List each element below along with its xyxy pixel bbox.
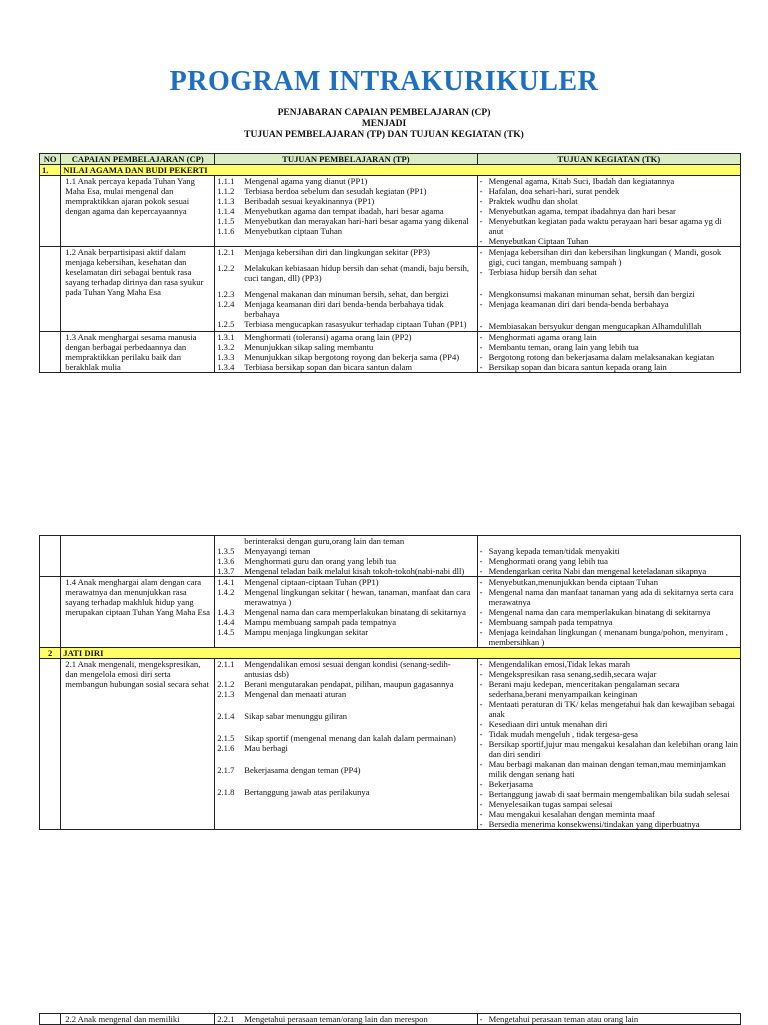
tk-text: Tidak mudah mengeluh , tidak tergesa-gesa: [488, 729, 638, 739]
tp-text: Menjaga keamanan diri dari benda-benda berbahaya tidak berbahaya: [244, 299, 444, 319]
tk-text: Mengenal nama dan manfaat tanaman yang ada di sekitarnya serta cara merawatnya: [488, 587, 734, 607]
cp-cell: [61, 536, 215, 577]
tk-text: Bersedia menerima konsekwensi/tindakan yang diperbuatnya: [488, 819, 700, 829]
tp-item: [217, 352, 474, 362]
no-cell: [40, 332, 61, 373]
tk-text: Sayang kepada teman/tidak menyakiti: [488, 546, 620, 556]
cp-cell: 2.2 Anak mengenal dan memiliki: [61, 1014, 215, 1025]
tp-cell: [215, 247, 477, 332]
tk-text: Praktek wudhu dan sholat: [488, 196, 578, 206]
tp-item: [217, 659, 474, 679]
tp-item: [217, 247, 474, 257]
tp-number: 2.1.5: [217, 733, 235, 743]
tp-text: Mau berbagi: [244, 743, 288, 753]
tk-item: - Mengenal nama dan cara memperlakukan binatang di sekitarnya: [480, 607, 738, 617]
tp-item: [217, 319, 474, 329]
no-cell: [40, 176, 61, 247]
tp-number: 1.1.6: [217, 226, 235, 236]
tp-number: 1.3.7: [217, 566, 235, 576]
tp-text: Mengendalikan emosi sesuai dengan kondisi (senang-sedih-antusias dsb): [244, 659, 451, 679]
tp-item: [217, 743, 474, 753]
tk-cell: [477, 176, 740, 247]
tp-number: 2.1.4: [217, 711, 235, 721]
tk-item: - Membiasakan bersyukur dengan mengucapkan Alhamdulillah: [480, 321, 738, 331]
tp-number: 2.1.6: [217, 743, 235, 753]
section-label: NILAI AGAMA DAN BUDI PEKERTI: [61, 165, 741, 176]
tk-text: Menghormati orang yang lebih tua: [488, 556, 608, 566]
tp-item: [217, 607, 474, 617]
header-no: NO: [40, 154, 61, 165]
tk-item: - Menyebutkan Ciptaan Tuhan: [480, 236, 738, 246]
tp-text: Sikap sabar menunggu giliran: [244, 711, 348, 721]
tp-item: [217, 733, 474, 743]
tk-item: - Mau mengakui kesalahan dengan meminta maaf: [480, 809, 738, 819]
subtitle-line: MENJADI: [361, 119, 407, 129]
tk-item: - Menyebutkan agama, tempat ibadahnya dan hari besar: [480, 206, 738, 216]
no-cell: [40, 577, 61, 648]
tp-item: [217, 627, 474, 637]
tp-item: [217, 577, 474, 587]
tp-number: 2.2.1: [217, 1014, 235, 1024]
tk-item: - Mentaati peraturan di TK/ kelas mengetahui hak dan kewajiban sebagai anak: [480, 699, 738, 719]
tp-number: 1.4.2: [217, 587, 235, 597]
no-cell: [40, 1014, 61, 1025]
tp-item: [217, 787, 474, 797]
tk-text: Membiasakan bersyukur dengan mengucapkan Alhamdulillah: [488, 321, 702, 331]
tp-item: [217, 546, 474, 556]
tp-continuation: berinteraksi dengan guru,orang lain dan teman: [244, 536, 405, 546]
header-tk: TUJUAN KEGIATAN (TK): [477, 154, 740, 165]
tk-text: Mau berbagi makanan dan mainan dengan teman,mau meminjamkan milik dengan senang hati: [488, 759, 726, 779]
tk-item: - Bersikap sopan dan bicara santun kepada orang lain: [480, 362, 738, 372]
tk-item: - Menjaga keamanan diri dari benda-benda berbahaya: [480, 299, 738, 309]
tk-text: Mengekspresikan rasa senang,sedih,secara wajar: [488, 669, 657, 679]
tk-item: - Menjaga kebersihan diri dan kebersihan lingkungan ( Mandi, gosok gigi, cuci tangan, membuang sampah ): [480, 247, 738, 267]
tp-text: Mengenal ciptaan-ciptaan Tuhan (PP1): [244, 577, 379, 587]
tp-item: [217, 1014, 474, 1024]
no-cell: [40, 536, 61, 577]
tk-item: - Bertanggung jawab di saat bermain mengembalikan bila sudah selesai: [480, 789, 738, 799]
tp-item: [217, 206, 474, 216]
tp-text: Sikap sportif (mengenal menang dan kalah dalam permainan): [244, 733, 456, 743]
tp-number: 2.1.1: [217, 659, 235, 669]
header-cp: CAPAIAN PEMBELAJARAN (CP): [61, 154, 215, 165]
tp-item: [217, 299, 474, 319]
tp-number: 1.3.6: [217, 556, 235, 566]
tp-number: 1.3.2: [217, 342, 235, 352]
tk-item: - Mengenal agama, Kitab Suci, Ibadah dan kegiatannya: [480, 176, 738, 186]
tk-item: - Sayang kepada teman/tidak menyakiti: [480, 546, 738, 556]
section-no: 1.: [40, 165, 61, 176]
tk-text: Menjaga keamanan diri dari benda-benda berbahaya: [488, 299, 669, 309]
tp-number: 2.1.2: [217, 679, 235, 689]
tp-number: 1.2.3: [217, 289, 235, 299]
tp-number: 1.1.4: [217, 206, 235, 216]
tp-number: 1.3.1: [217, 332, 235, 342]
tp-text: Terbiasa mengucapkan rasasyukur terhadap ciptaan Tuhan (PP1): [244, 319, 467, 329]
tk-cell: [477, 536, 740, 577]
tk-item: - Tidak mudah mengeluh , tidak tergesa-gesa: [480, 729, 738, 739]
tp-number: 1.1.3: [217, 196, 235, 206]
tk-text: Bersikap sportif,jujur mau mengakui kesalahan dan kelebihan orang lain dan diri sendiri: [488, 739, 738, 759]
tp-text: Beribadah sesuai keyakinannya (PP1): [244, 196, 375, 206]
cp-cell: 1.3 Anak menghargai sesama manusia dengan berbagai perbedaannya dan mempraktikkan perilaku baik dan berakhlak mulia: [61, 332, 215, 373]
tp-number: 1.1.1: [217, 176, 235, 186]
no-cell: [40, 247, 61, 332]
tk-item: - Bersikap sportif,jujur mau mengakui kesalahan dan kelebihan orang lain dan diri sendiri: [479, 739, 738, 759]
tk-text: Berani maju kedepan, menceritakan pengalaman secara sederhana,berani menyampaikan keinginan: [488, 679, 680, 699]
tp-text: Mengenal agama yang dianut (PP1): [244, 176, 368, 186]
tk-item: - Menghormati agama orang lain: [480, 332, 738, 342]
tp-text: Menjaga kebersihan diri dan lingkungan sekitar (PP3): [244, 247, 430, 257]
tk-item: - Menjaga keindahan lingkungan ( menanam bunga/pohon, menyiram , membersihkan ): [480, 627, 738, 647]
tk-text: Menjaga keindahan lingkungan ( menanam bunga/pohon, menyiram , membersihkan ): [488, 627, 728, 647]
tp-text: Menunjukkan sikap saling membantu: [244, 342, 374, 352]
tk-item: - Kesediaan diri untuk menahan diri: [480, 719, 738, 729]
tp-text: Mampu menjaga lingkungan sekitar: [244, 627, 369, 637]
tp-item: [217, 216, 474, 226]
tp-text: Menunjukkan sikap bergotong royong dan bekerja sama (PP4): [244, 352, 460, 362]
tp-number: 1.3.4: [217, 362, 235, 372]
tp-cell: [215, 176, 477, 247]
table-row: [40, 247, 741, 332]
tk-item: - Membuang sampah pada tempatnya: [480, 617, 738, 627]
tp-cell: [215, 577, 477, 648]
tk-text: Mentaati peraturan di TK/ kelas mengetahui hak dan kewajiban sebagai anak: [488, 699, 735, 719]
tp-number: 2.1.3: [217, 689, 235, 699]
tk-text: Mendengarkan cerita Nabi dan mengenal keteladanan sikapnya: [488, 566, 707, 576]
cp-cell: 1.1 Anak percaya kepada Tuhan Yang Maha Esa, mulai mengenal dan mempraktikkan ajaran pokok sesuai dengan agama dan kepercayaannya: [61, 176, 215, 247]
tp-text: Mampu membuang sampah pada tempatnya: [244, 617, 397, 627]
tp-item: [217, 196, 474, 206]
tk-item: - Mendengarkan cerita Nabi dan mengenal keteladanan sikapnya: [480, 566, 738, 576]
tk-text: Menyebutkan,menunjukkan benda ciptaan Tuhan: [488, 577, 659, 587]
cp-cell: 1.2 Anak berpartisipasi aktif dalam menjaga kebersihan, kesehatan dan keselamatan diri sebagai bentuk rasa sayang terhadap dirinya dan rasa syukur pada Tuhan Yang Maha Esa: [61, 247, 215, 332]
tp-number: 1.4.3: [217, 607, 235, 617]
tk-cell: [477, 577, 740, 648]
tk-item: - Membantu teman, orang lain yang lebih tua: [480, 342, 738, 352]
tp-number: 1.2.1: [217, 247, 235, 257]
tp-text: Menghormati (toleransi) agama orang lain (PP2): [244, 332, 412, 342]
tp-number: 1.1.2: [217, 186, 235, 196]
tp-number: 1.3.5: [217, 546, 235, 556]
tk-text: Mengenal agama, Kitab Suci, Ibadah dan kegiatannya: [488, 176, 675, 186]
tk-text: Menyebutkan agama, tempat ibadahnya dan hari besar: [488, 206, 676, 216]
tp-item: [217, 679, 474, 689]
tk-text: Menyelesaikan tugas sampai selesai: [488, 799, 613, 809]
tk-text: Mengkonsumsi makanan minuman sehat, bersih dan bergizi: [488, 289, 695, 299]
tk-item: - Menyebutkan kegiatan pada waktu perayaan hari besar agama yg di anut: [480, 216, 738, 236]
tk-item: - Berani maju kedepan, menceritakan pengalaman secara sederhana,berani menyampaikan keinginan: [480, 679, 738, 699]
curriculum-table-page2: [39, 535, 741, 830]
tp-item: [217, 617, 474, 627]
tp-item: [217, 566, 474, 576]
tp-number: 1.3.3: [217, 352, 235, 362]
tp-item: [217, 226, 474, 236]
tk-text: Menghormati agama orang lain: [488, 332, 597, 342]
curriculum-table-page1: [39, 153, 741, 373]
tp-text: Menyebutkan agama dan tempat ibadah, hari besar agama: [244, 206, 444, 216]
tk-text: Membantu teman, orang lain yang lebih tua: [488, 342, 639, 352]
subtitle-line: TUJUAN PEMBELAJARAN (TP) DAN TUJUAN KEGIATAN (TK): [244, 130, 524, 140]
tp-text: Mengenal teladan baik melalui kisah tokoh-tokoh(nabi-nabi dll): [244, 566, 465, 576]
tk-item: - Praktek wudhu dan sholat: [480, 196, 738, 206]
tp-number: 1.1.5: [217, 216, 235, 226]
tk-text: Menyebutkan kegiatan pada waktu perayaan hari besar agama yg di anut: [488, 216, 722, 236]
tp-item: [217, 689, 474, 699]
section-row-nilai-agama: [40, 165, 741, 176]
tp-text: Mengenal dan menaati aturan: [244, 689, 347, 699]
tk-item: - Bersedia menerima konsekwensi/tindakan yang diperbuatnya: [480, 819, 738, 829]
tp-cell: [215, 536, 477, 577]
tk-text: Mengendalikan emosi,Tidak lekas marah: [488, 659, 631, 669]
tp-text: Menyebutkan ciptaan Tuhan: [244, 226, 343, 236]
tp-item: [217, 332, 474, 342]
tk-text: Bekerjasama: [488, 779, 533, 789]
curriculum-table-page3: [39, 1013, 741, 1025]
tp-text: Terbiasa berdoa sebelum dan sesudah kegiatan (PP1): [244, 186, 427, 196]
tk-text: Bertanggung jawab di saat bermain mengembalikan bila sudah selesai: [488, 789, 730, 799]
tk-item: - Mengendalikan emosi,Tidak lekas marah: [480, 659, 738, 669]
tk-item: - Bergotong rotong dan bekerjasama dalam melaksanakan kegiatan: [480, 352, 738, 362]
tk-text: Kesediaan diri untuk menahan diri: [488, 719, 608, 729]
table-row: [40, 659, 741, 830]
tk-item: - Mengenal nama dan manfaat tanaman yang ada di sekitarnya serta cara merawatnya: [480, 587, 738, 607]
tk-item: - Terbiasa hidup bersih dan sehat: [480, 267, 738, 277]
tk-item: - Hafalan, doa sehari-hari, surat pendek: [480, 186, 738, 196]
tp-number: 1.4.4: [217, 617, 235, 627]
tk-item: - Bekerjasama: [480, 779, 738, 789]
tp-item: [217, 186, 474, 196]
table-row: [40, 536, 741, 577]
document-title: PROGRAM INTRAKURIKULER: [169, 66, 599, 97]
tp-cell: [215, 332, 477, 373]
tk-item: - Menyelesaikan tugas sampai selesai: [480, 799, 738, 809]
tk-text: Membuang sampah pada tempatnya: [488, 617, 613, 627]
tp-item: [217, 556, 474, 566]
tp-text: Menyayangi teman: [244, 546, 311, 556]
tp-text: Bertanggung jawab atas perilakunya: [244, 787, 370, 797]
table-row: [40, 577, 741, 648]
cp-cell: 1.4 Anak menghargai alam dengan cara merawatnya dan menunjukkan rasa sayang terhadap makhluk hidup yang merupakan ciptaan Tuhan Yang Maha Esa: [61, 577, 215, 648]
tk-text: Menyebutkan Ciptaan Tuhan: [488, 236, 589, 246]
tk-cell: [477, 659, 740, 830]
tk-text: Terbiasa hidup bersih dan sehat: [488, 267, 597, 277]
tk-item: - Menyebutkan,menunjukkan benda ciptaan Tuhan: [480, 577, 738, 587]
section-label: JATI DIRI: [61, 648, 741, 659]
tp-text: Menghormati guru dan orang yang lebih tua: [244, 556, 397, 566]
table-row: [40, 176, 741, 247]
tp-cell: [215, 659, 477, 830]
tp-text: Mengenal nama dan cara memperlakukan binatang di sekitarnya: [244, 607, 466, 617]
tp-text: Mengenal makanan dan minuman bersih, sehat, dan bergizi: [244, 289, 449, 299]
tk-cell: [477, 332, 740, 373]
table-row: [40, 1014, 741, 1025]
table-header-row: [40, 154, 741, 165]
tp-item: [217, 342, 474, 352]
tp-number: 1.2.2: [217, 263, 235, 273]
tk-text: Bergotong rotong dan bekerjasama dalam melaksanakan kegiatan: [488, 352, 715, 362]
tp-text: Menyebutkan dan merayakan hari-hari besar agama yang dikenal: [244, 216, 469, 226]
tk-item: - Mau berbagi makanan dan mainan dengan teman,mau meminjamkan milik dengan senang hati: [480, 759, 738, 779]
tp-text: Berani mengutarakan pendapat, pilihan, maupun gagasannya: [244, 679, 454, 689]
tp-number: 1.2.5: [217, 319, 235, 329]
tk-text: Hafalan, doa sehari-hari, surat pendek: [488, 186, 620, 196]
tk-text: Bersikap sopan dan bicara santun kepada orang lain: [488, 362, 667, 372]
tp-number: 2.1.7: [217, 765, 235, 775]
tp-item: [217, 362, 474, 372]
tp-cell: [215, 1014, 477, 1025]
tp-text: Terbiasa bersikap sopan dan bicara santun dalam: [244, 362, 413, 372]
tp-text: Bekerjasama dengan teman (PP4): [244, 765, 361, 775]
table-row: [40, 332, 741, 373]
section-row-jati-diri: [40, 648, 741, 659]
tk-text: Mengetahui perasaan teman atau orang lain: [488, 1014, 639, 1024]
tp-number: 2.1.8: [217, 787, 235, 797]
header-tp: TUJUAN PEMBELAJARAN (TP): [215, 154, 477, 165]
tp-number: 1.2.4: [217, 299, 235, 309]
tk-item: - Mengkonsumsi makanan minuman sehat, bersih dan bergizi: [480, 289, 738, 299]
tp-item: [217, 587, 474, 607]
tp-text: Mengenal lingkungan sekitar ( hewan, tanaman, manfaat dan cara merawatnya ): [244, 587, 471, 607]
cp-cell: 2.1 Anak mengenali, mengekspresikan, dan mengelola emosi diri serta membangun hubungan sosial secara sehat: [61, 659, 215, 830]
document-subtitle: [0, 108, 768, 141]
section-no: 2: [40, 648, 61, 659]
tk-text: Mau mengakui kesalahan dengan meminta maaf: [488, 809, 655, 819]
tk-text: Menjaga kebersihan diri dan kebersihan lingkungan ( Mandi, gosok gigi, cuci tangan, membuang sampah ): [488, 247, 722, 267]
tp-item: [217, 289, 474, 299]
tk-text: Mengenal nama dan cara memperlakukan binatang di sekitarnya: [488, 607, 711, 617]
tk-item: - Mengekspresikan rasa senang,sedih,secara wajar: [480, 669, 738, 679]
tp-item: [217, 176, 474, 186]
tp-text: Melakukan kebiasaan hidup bersih dan sehat (mandi, baju bersih, cuci tangan, dll) (PP3): [244, 263, 470, 283]
subtitle-line: PENJABARAN CAPAIAN PEMBELAJARAN (CP): [277, 108, 491, 118]
no-cell: [40, 659, 61, 830]
tk-cell: [477, 247, 740, 332]
tp-number: 1.4.1: [217, 577, 235, 587]
tp-item: [217, 711, 474, 721]
tk-cell: [477, 1014, 740, 1025]
tp-item: [217, 765, 474, 775]
tp-number: 1.4.5: [217, 627, 235, 637]
tp-text: Mengetahui perasaan teman/orang lain dan merespon: [244, 1014, 428, 1024]
tk-item: - Mengetahui perasaan teman atau orang lain: [480, 1014, 738, 1024]
tk-item: - Menghormati orang yang lebih tua: [480, 556, 738, 566]
tp-item: [217, 263, 474, 283]
